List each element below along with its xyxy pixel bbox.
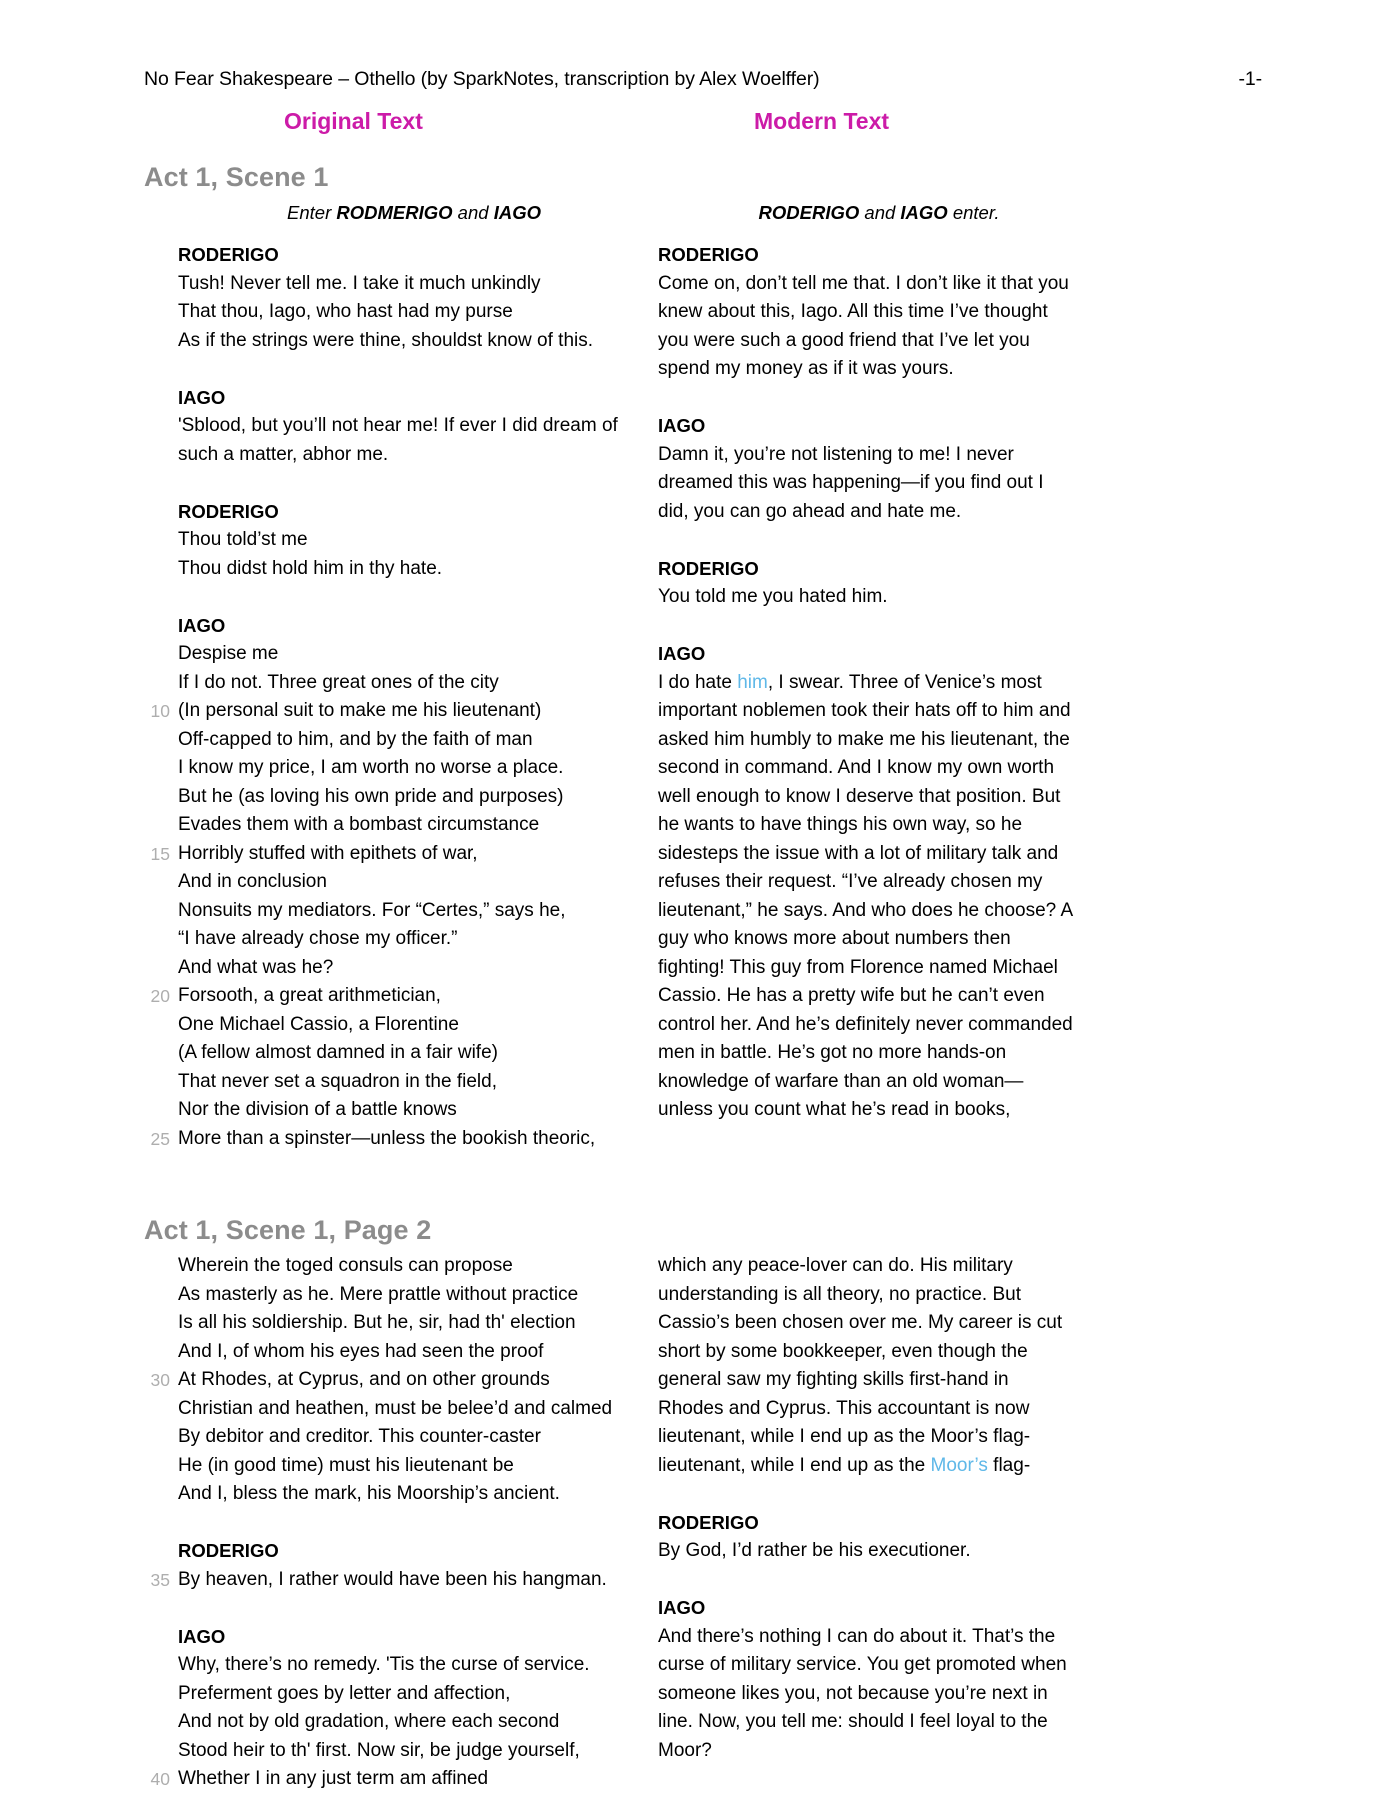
prose-line: curse of military service. You get promoted when: [658, 1654, 1067, 1675]
verse-line: Wherein the toged consuls can propose: [178, 1255, 513, 1276]
prose-line: refuses their request. “I’ve already chosen my: [658, 871, 1043, 892]
verse-line: And I, of whom his eyes had seen the proof: [178, 1340, 544, 1362]
line-number: 20: [150, 986, 170, 1006]
speech-block: [624, 1480, 1104, 1566]
verse-line: That thou, Iago, who hast had my purse: [178, 301, 513, 322]
stage-direction-original: Enter RODMERIGO and IAGO: [287, 202, 541, 223]
original-text-column: [144, 199, 624, 1153]
verse-line: Tush! Never tell me. I take it much unkindly: [178, 272, 541, 294]
prose-line: sidesteps the issue with a lot of military talk and: [658, 842, 1059, 864]
verse-line: But he (as loving his own pride and purposes): [178, 785, 564, 807]
original-text-column: [144, 1252, 624, 1794]
speech-block: [624, 1252, 1104, 1480]
verse-line: That never set a squadron in the field,: [178, 1070, 497, 1092]
verse-line: And what was he?: [178, 956, 334, 978]
speaker-name: IAGO: [658, 643, 706, 664]
verse-line: Why, there’s no remedy. 'Tis the curse of service.: [178, 1654, 590, 1675]
line-number: 10: [150, 701, 170, 721]
line-number: 30: [150, 1370, 170, 1390]
line-number: 25: [150, 1128, 170, 1149]
inline-reference-link[interactable]: him: [737, 671, 768, 693]
speech-block: [144, 1509, 624, 1595]
spacer: [144, 469, 624, 498]
verse-line: Nor the division of a battle knows: [178, 1099, 457, 1120]
document-title: No Fear Shakespeare – Othello (by SparkNotes, transcription by Alex Woelffer): [144, 68, 820, 90]
scene-heading: Act 1, Scene 1: [144, 162, 329, 192]
speaker-name: IAGO: [178, 386, 226, 408]
spacer: [624, 526, 1104, 555]
speaker-name: IAGO: [658, 1597, 706, 1618]
scene-heading: Act 1, Scene 1, Page 2: [144, 1215, 432, 1245]
speech-block: [144, 1252, 624, 1509]
page-number: -1-: [1238, 68, 1262, 90]
speech-block: [144, 583, 624, 1153]
spacer: [624, 612, 1104, 641]
page-header: [144, 68, 1270, 91]
line-number: 15: [150, 843, 170, 864]
prose-line: line. Now, you tell me: should I feel loyal to the: [658, 1711, 1048, 1732]
verse-line: Thou told’st me: [178, 529, 308, 550]
spacer: [624, 1566, 1104, 1595]
prose-line: control her. And he’s definitely never commanded: [658, 1013, 1073, 1035]
verse-line: 30 At Rhodes, at Cyprus, and on other grounds: [144, 1366, 624, 1395]
spacer: [624, 1480, 1104, 1509]
prose-line: knew about this, Iago. All this time I’ve thought: [658, 301, 1048, 322]
modern-text-column: [624, 1252, 1104, 1765]
speaker-name: RODERIGO: [658, 244, 759, 265]
speaker-name: RODERIGO: [658, 557, 759, 579]
verse-line: Nonsuits my mediators. For “Certes,” says he,: [178, 899, 566, 921]
verse-line: And not by old gradation, where each second: [178, 1711, 560, 1732]
two-column-layout: [144, 1252, 1264, 1794]
prose-line: Damn it, you’re not listening to me! I never: [658, 443, 1014, 465]
prose-line: lieutenant, while I end up as the Moor’s flag-: [658, 1454, 1031, 1476]
prose-line: second in command. And I know my own worth: [658, 757, 1055, 778]
prose-line: lieutenant, while I end up as the Moor’s flag-: [658, 1426, 1031, 1447]
speaker-name: RODERIGO: [178, 244, 279, 265]
verse-line: Stood heir to th' first. Now sir, be judge yourself,: [178, 1739, 580, 1761]
stage-direction-modern: RODERIGO and IAGO enter.: [758, 202, 1000, 223]
verse-line: 35 By heaven, I rather would have been his hangman.: [144, 1566, 624, 1595]
spacer: [144, 583, 624, 612]
prose-line: understanding is all theory, no practice. But: [658, 1283, 1021, 1305]
speaker-name: RODERIGO: [178, 500, 279, 522]
speech-block: [624, 1566, 1104, 1766]
speaker-name: IAGO: [658, 415, 706, 436]
verse-line: 15 Horribly stuffed with epithets of war,: [144, 840, 624, 869]
prose-line: guy who knows more about numbers then: [658, 928, 1011, 949]
prose-line: asked him humbly to make me his lieutenant, the: [658, 728, 1070, 750]
spacer: [144, 1509, 624, 1538]
verse-line: And I, bless the mark, his Moorship’s ancient.: [178, 1483, 560, 1504]
prose-line: short by some bookkeeper, even though the: [658, 1340, 1028, 1362]
verse-line: such a matter, abhor me.: [178, 443, 389, 465]
verse-line: Christian and heathen, must be belee’d and calmed: [178, 1397, 613, 1419]
speaker-name: RODERIGO: [658, 1511, 759, 1533]
verse-line: 10 (In personal suit to make me his lieutenant): [144, 697, 624, 726]
verse-line: 25 More than a spinster—unless the bookish theoric,: [144, 1125, 624, 1154]
verse-line: 'Sblood, but you’ll not hear me! If ever I did dream of: [178, 415, 618, 436]
column-title-modern: Modern Text: [754, 108, 890, 134]
prose-line: he wants to have things his own way, so he: [658, 814, 1023, 835]
prose-line: You told me you hated him.: [658, 586, 888, 607]
verse-line: He (in good time) must his lieutenant be: [178, 1454, 514, 1476]
prose-line: general saw my fighting skills first-hand in: [658, 1369, 1009, 1390]
verse-line: Off-capped to him, and by the faith of man: [178, 728, 533, 750]
modern-text-column: [624, 199, 1104, 1125]
prose-line: lieutenant,” he says. And who does he choose? A: [658, 899, 1074, 921]
prose-line: Rhodes and Cyprus. This accountant is now: [658, 1397, 1030, 1419]
verse-line: And in conclusion: [178, 871, 327, 892]
speech-block: [624, 384, 1104, 527]
column-title-original: Original Text: [284, 108, 423, 134]
prose-line: I do hate him, I swear. Three of Venice’s most: [658, 671, 1042, 693]
speech-block: [144, 355, 624, 469]
speech-block: [144, 469, 624, 583]
prose-line: Cassio. He has a pretty wife but he can’t even: [658, 985, 1045, 1006]
prose-line: someone likes you, not because you’re next in: [658, 1682, 1048, 1704]
verse-line: By debitor and creditor. This counter-caster: [178, 1426, 541, 1447]
verse-line: As masterly as he. Mere prattle without practice: [178, 1283, 579, 1305]
prose-line: Come on, don’t tell me that. I don’t like it that you: [658, 272, 1069, 294]
document-body: [144, 150, 1264, 1794]
verse-line: 40 Whether I in any just term am affined: [144, 1765, 624, 1794]
spacer: [144, 355, 624, 384]
speech-block: [624, 241, 1104, 384]
prose-line: did, you can go ahead and hate me.: [658, 500, 962, 522]
two-column-layout: [144, 199, 1264, 1153]
verse-line: One Michael Cassio, a Florentine: [178, 1013, 459, 1035]
verse-line: Is all his soldiership. But he, sir, had th' election: [178, 1312, 576, 1333]
verse-line: Thou didst hold him in thy hate.: [178, 557, 443, 579]
line-number: 35: [150, 1569, 170, 1590]
speech-block: [624, 526, 1104, 612]
verse-line: (A fellow almost damned in a fair wife): [178, 1042, 498, 1063]
inline-reference-link[interactable]: Moor’s: [930, 1454, 988, 1476]
verse-line: Despise me: [178, 643, 279, 664]
prose-line: By God, I’d rather be his executioner.: [658, 1540, 971, 1561]
line-number: 40: [150, 1769, 170, 1789]
prose-line: men in battle. He’s got no more hands-on: [658, 1042, 1007, 1063]
speaker-name: RODERIGO: [178, 1540, 279, 1561]
prose-line: well enough to know I deserve that position. But: [658, 785, 1061, 807]
prose-line: which any peace-lover can do. His military: [658, 1255, 1013, 1276]
speech-block: [144, 241, 624, 355]
prose-line: unless you count what he’s read in books,: [658, 1099, 1011, 1120]
speaker-name: IAGO: [178, 614, 226, 636]
prose-line: fighting! This guy from Florence named Michael: [658, 956, 1058, 978]
verse-line: 20 Forsooth, a great arithmetician,: [144, 982, 624, 1011]
column-titles: [144, 108, 1244, 148]
speaker-name: IAGO: [178, 1625, 226, 1647]
prose-line: Moor?: [658, 1739, 712, 1761]
scene-section: [144, 1215, 1264, 1794]
spacer: [624, 384, 1104, 413]
speech-block: [624, 612, 1104, 1125]
verse-line: If I do not. Three great ones of the city: [178, 671, 499, 693]
verse-line: As if the strings were thine, shouldst know of this.: [178, 329, 594, 351]
spacer: [144, 1594, 624, 1623]
prose-line: Cassio’s been chosen over me. My career is cut: [658, 1312, 1063, 1333]
prose-line: important noblemen took their hats off to him and: [658, 700, 1071, 721]
prose-line: knowledge of warfare than an old woman—: [658, 1070, 1024, 1092]
verse-line: “I have already chose my officer.”: [178, 928, 458, 949]
prose-line: And there’s nothing I can do about it. That’s the: [658, 1625, 1056, 1647]
prose-line: you were such a good friend that I’ve let you: [658, 329, 1030, 351]
speech-block: [144, 1594, 624, 1794]
prose-line: dreamed this was happening—if you find out I: [658, 472, 1044, 493]
prose-line: spend my money as if it was yours.: [658, 358, 954, 379]
verse-line: Preferment goes by letter and affection,: [178, 1682, 511, 1704]
verse-line: I know my price, I am worth no worse a place.: [178, 757, 564, 778]
scene-section: [144, 162, 1264, 1153]
verse-line: Evades them with a bombast circumstance: [178, 814, 540, 835]
